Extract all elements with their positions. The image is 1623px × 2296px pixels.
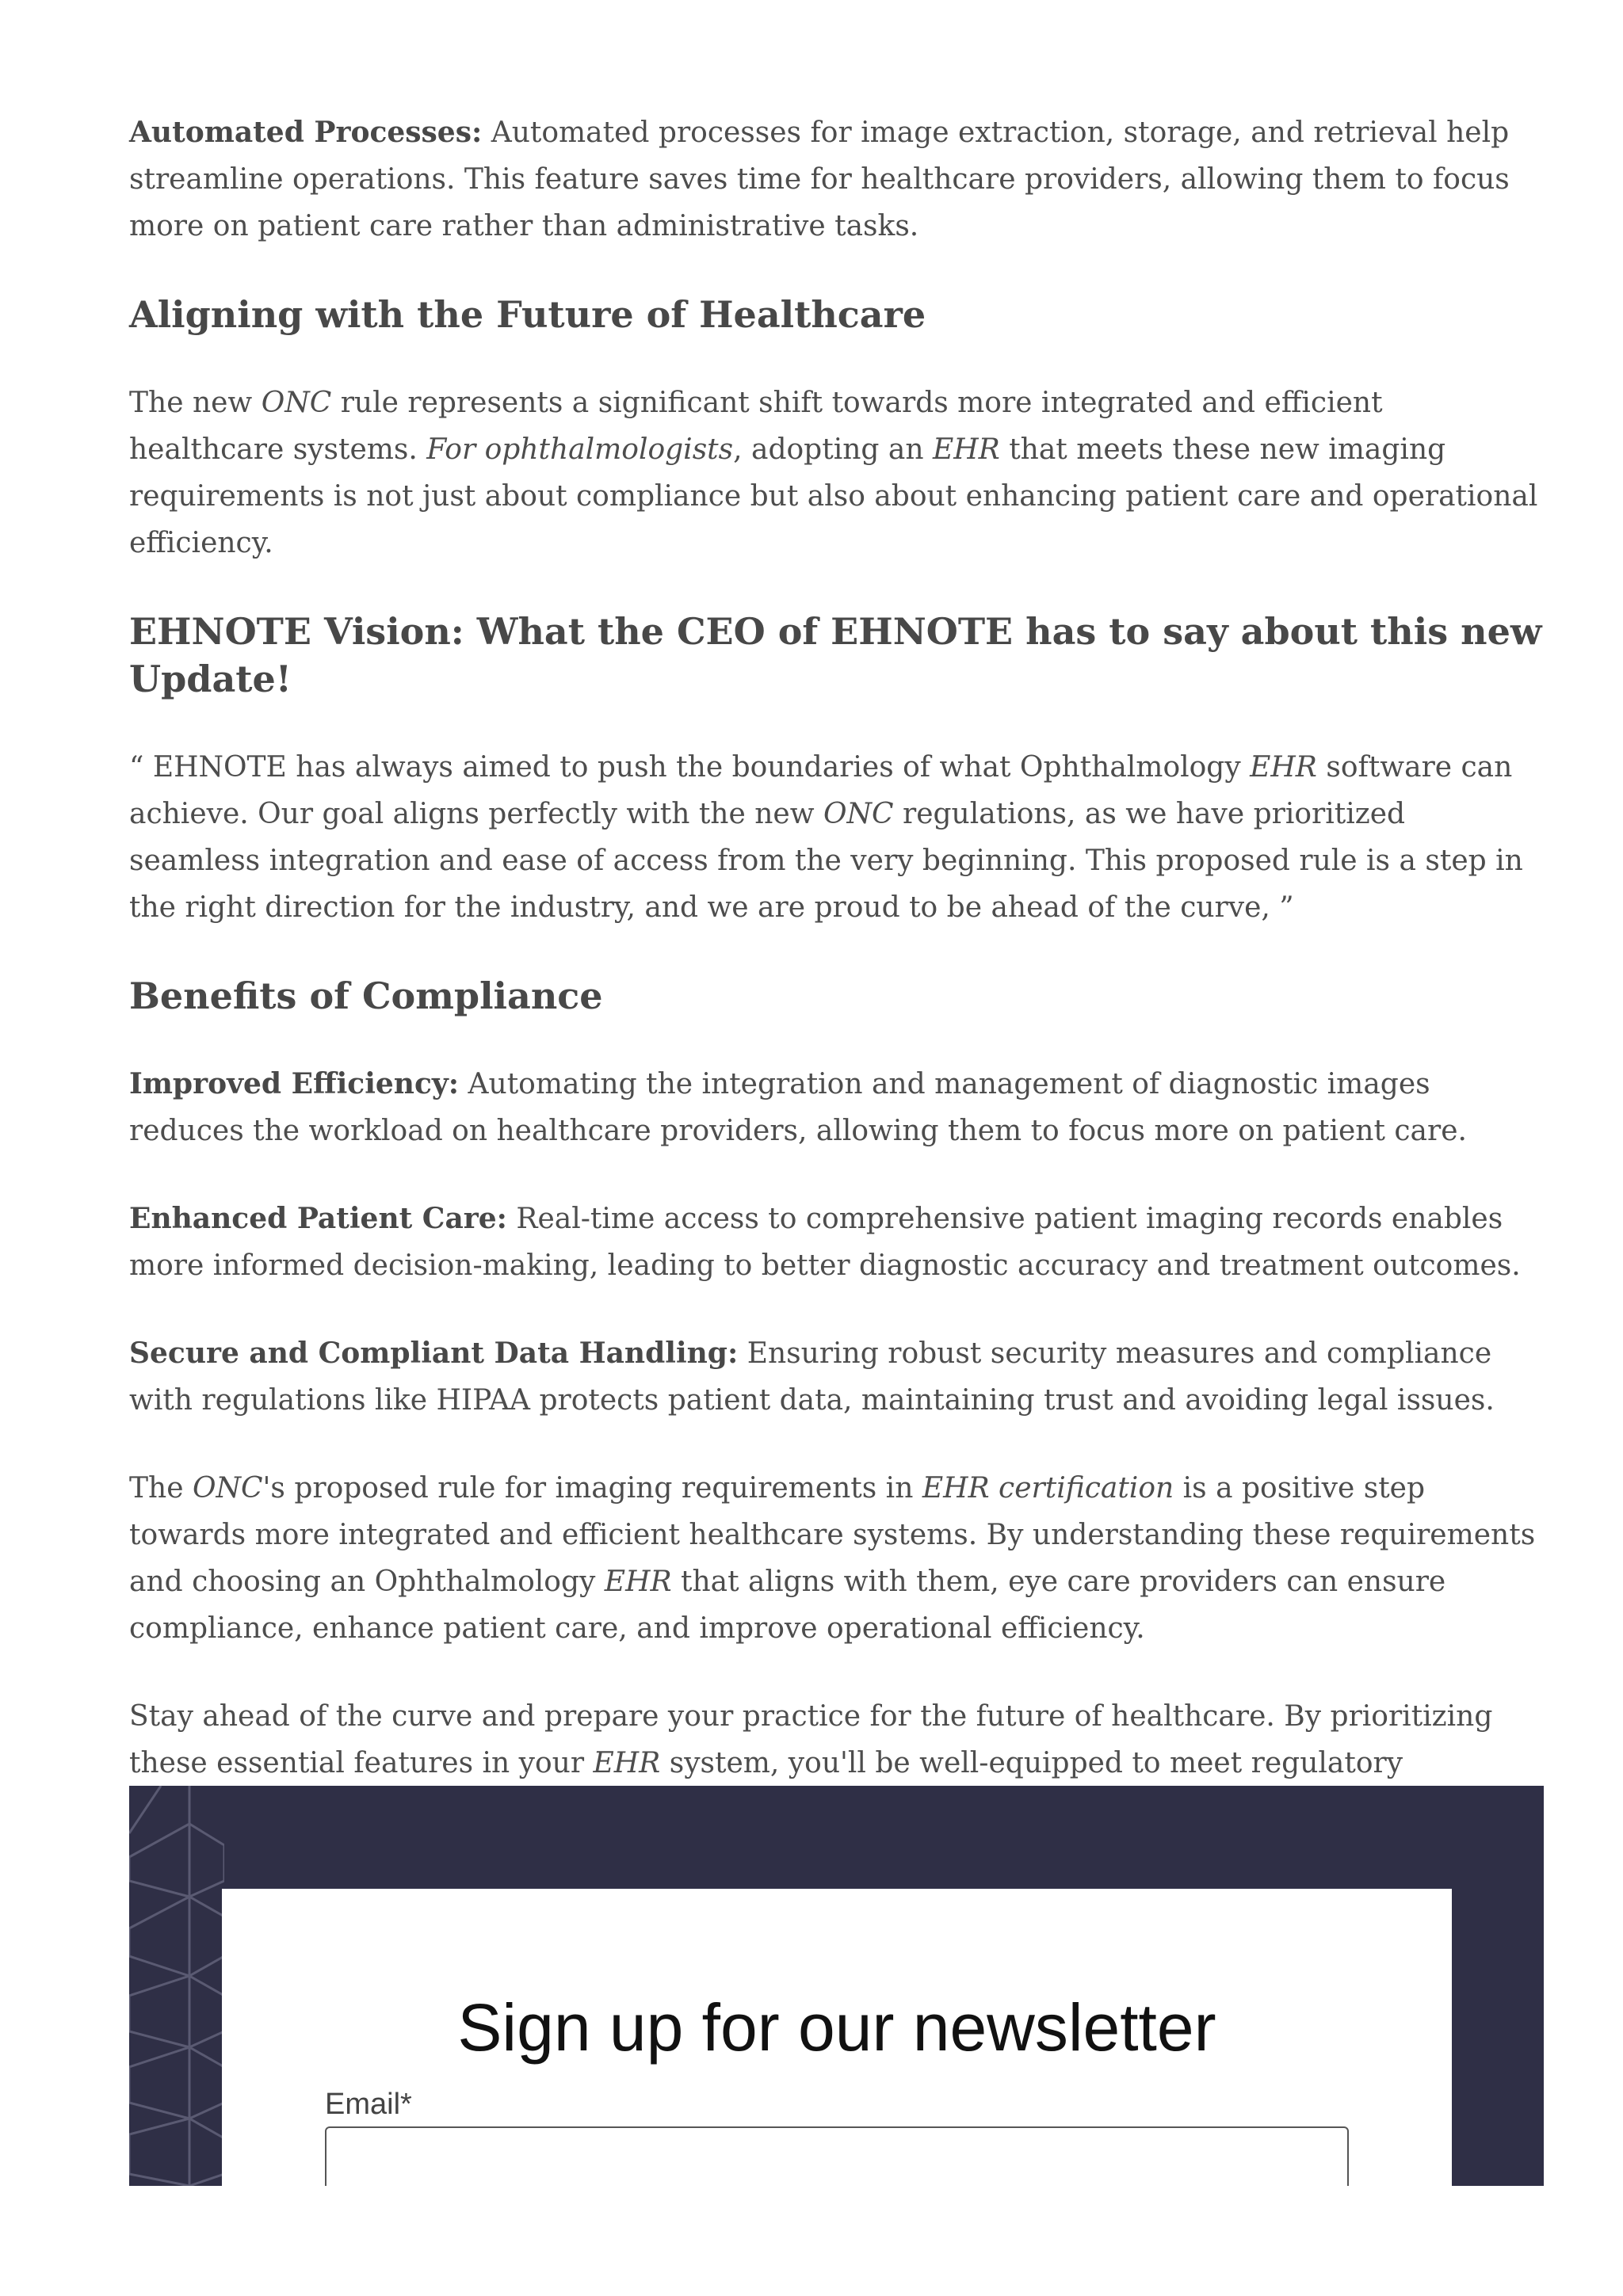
text-run: Stay ahead of the curve and prepare your practice for the future of healthcare. By prioritizing these essential features in your	[129, 1700, 1493, 1779]
text-run: system, you'll be well-equipped to meet regulatory	[669, 1747, 1403, 1779]
italic-ophthalmologists: For ophthalmologists	[426, 433, 734, 466]
text-run: regulations, as we have prioritized seamless integration and ease of access from the very beginning. This proposed rule is a step in the right direction for the industry, and we are proud to be ahead of the curve, ”	[129, 798, 1523, 924]
hexagon-pattern-icon	[129, 1786, 224, 2186]
automated-processes-text: Automated processes for image extraction, storage, and retrieval help streamline operations. This feature saves time for healthcare providers, allowing them to focus more on patient care rather than administrative tasks.	[129, 116, 1510, 242]
text-run: “ EHNOTE has always aimed to push the boundaries of what Ophthalmology	[129, 751, 1251, 784]
paragraph-ceo-quote	[129, 744, 1544, 931]
paragraph-conclusion	[129, 1465, 1544, 1652]
text-run: 's proposed rule for imaging requirements in	[262, 1472, 922, 1505]
automated-processes-label: Automated Processes:	[129, 116, 483, 149]
italic-ehr: EHR	[1250, 751, 1317, 784]
italic-ehr: EHR	[593, 1747, 661, 1779]
text-run: The	[129, 1472, 193, 1505]
newsletter-banner	[129, 1786, 1544, 2186]
italic-ehr: EHR	[932, 433, 1000, 466]
text-run: rule represents a significant shift towards more integrated and efficient healthcare systems.	[129, 387, 1383, 466]
email-input[interactable]	[325, 2126, 1349, 2186]
text-run: The new	[129, 387, 262, 419]
email-label: Email*	[325, 2088, 412, 2121]
newsletter-title: Sign up for our newsletter	[457, 1990, 1216, 2065]
article-body	[129, 109, 1544, 1875]
secure-data-handling-text: Ensuring robust security measures and compliance with regulations like HIPAA protects patient data, maintaining trust and avoiding legal issues.	[129, 1337, 1495, 1417]
italic-onc: ONC	[823, 798, 894, 830]
text-run: that meets these new imaging requirements is not just about compliance but also about enhancing patient care and operational efficiency.	[129, 433, 1538, 559]
paragraph-enhanced-patient-care	[129, 1196, 1544, 1289]
paragraph-secure-data-handling	[129, 1330, 1544, 1424]
enhanced-patient-care-text: Real-time access to comprehensive patient imaging records enables more informed decision-making, leading to better diagnostic accuracy and treatment outcomes.	[129, 1203, 1521, 1282]
heading-future-of-healthcare: Aligning with the Future of Healthcare	[129, 293, 926, 336]
text-run: is a positive step towards more integrated and efficient healthcare systems. By understanding these requirements and choosing an Ophthalmology	[129, 1472, 1536, 1598]
heading-benefits-of-compliance: Benefits of Compliance	[129, 974, 603, 1017]
improved-efficiency-text: Automating the integration and management of diagnostic images reduces the workload on healthcare providers, allowing them to focus more on patient care.	[129, 1068, 1467, 1147]
secure-data-handling-label: Secure and Compliant Data Handling:	[129, 1337, 739, 1370]
enhanced-patient-care-label: Enhanced Patient Care:	[129, 1202, 507, 1235]
heading-ehnote-vision: EHNOTE Vision: What the CEO of EHNOTE has to say about this new Update!	[129, 610, 1542, 700]
text-run: software can achieve. Our goal aligns perfectly with the new	[129, 751, 1513, 830]
newsletter-card	[222, 1889, 1452, 2186]
italic-ehr-certification: EHR certification	[922, 1472, 1174, 1505]
text-run: that aligns with them, eye care providers can ensure compliance, enhance patient care, and improve operational efficiency.	[129, 1566, 1446, 1645]
italic-ehr: EHR	[604, 1566, 672, 1598]
paragraph-onc-rule	[129, 379, 1544, 566]
italic-onc: ONC	[261, 387, 332, 419]
italic-onc: ONC	[192, 1472, 263, 1505]
improved-efficiency-label: Improved Efficiency:	[129, 1067, 460, 1100]
paragraph-improved-efficiency	[129, 1061, 1544, 1154]
text-run: , adopting an	[733, 433, 933, 466]
paragraph-automated-processes	[129, 109, 1544, 250]
